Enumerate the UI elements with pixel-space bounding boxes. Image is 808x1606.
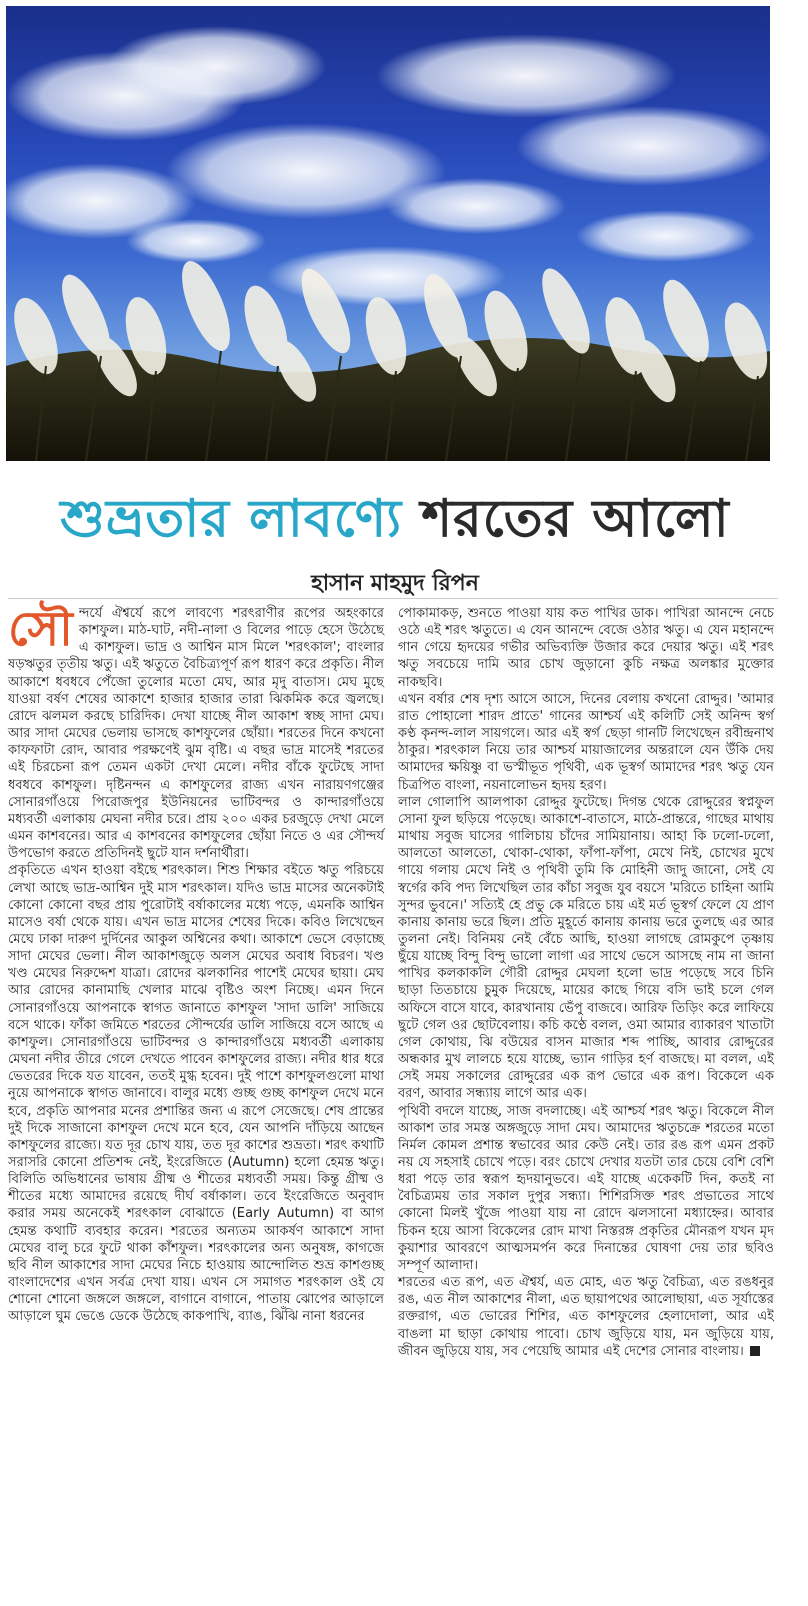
paragraph: পৃথিবী বদলে যাচ্ছে, সাজ বদলাচ্ছে। এই আশ্চর্য শরৎ ঋতু। বিকেলে নীল আকাশ তার সমস্ত অঙ্গজুড়ে সাদা মেঘ। আমাদের ঋতুচক্রে শরতের মতো নির্মল কোমল প্রশান্ত স্বভাবের আর কেউ নেই। তার রঙ রূপ এমন প্রকট নয় যে সহসাই চোখে পড়ে। বরং চোখে দেখার যতটা তার চেয়ে বেশি বেশি ধরা পড়ে তার স্বরূপ হৃদয়ানুভবে। এই যাচ্ছে একেকটি দিন, কতই না বৈচিত্র্যময় তার সকাল দুপুর সন্ধ্যা। শিশিরসিক্ত শরৎ প্রভাতের সাথে কোনো মিলই খুঁজে পাওয়া যায় না রোদে ঝলসানো মধ্যাহ্নের। আবার চিকন হয়ে আসা বিকেলের রোদ মাখা নিস্তরঙ্গ প্রকৃতির মৌনরূপ যখন মৃদ কুয়াশার আবরণে আত্মসমর্পন করে দিনান্তের ঘোষণা দেয় তার ছবিও সম্পূর্ণ আলাদা। xyxy=(398,1103,774,1273)
paragraph-final-text: শরতের এত রূপ, এত ঐশ্বর্য, এত মোহ, এত ঋতু বৈচিত্র্য, এত রঙধনুর রঙ, এত নীল আকাশের নীলা, এত ছায়াপথের আলোছায়া, এত সূর্যাস্তের রক্তরাগ, এত ভোরের শিশির, এত কাশফুলের হেলাদোলা, আর এই বাঙলা মা ছাড়া কোথায় পাবো। চোখ জুড়িয়ে যায়, মন জুড়িয়ে যায়, জীবন জুড়িয়ে যায়, সব পেয়েছি আমার এই দেশের সোনার বাংলায়। xyxy=(398,1275,774,1359)
headline-part-accent: শুভ্রতার লাবণ্যে xyxy=(60,489,403,549)
paragraph: এখন বর্ষার শেষ দৃশ্য আসে আসে, দিনের বেলায় কখনো রোদ্দুর। 'আমার রাত পোহালো শারদ প্রাতে' গানের আশ্চর্য এই কলিটি সেই অনিন্দ স্বর্গ কণ্ঠ কৃনন্দ-লাল সায়গলে। আর এই স্বর্গ ছেড়া গানটি লিখেছেন রবীন্দ্রনাথ ঠাকুর। শরৎকাল নিয়ে তার আশ্চর্য মায়াজালের অন্তরালে যেন উঁকি দেয় আমাদের ক্ষয়িষ্ণু বা ভস্মীভূত পৃথিবী, এক ভূস্বর্গ আমাদের শরৎ ঋতু যেন চিত্রপিত বাংলা, নয়নালোভন হৃদয় হরণ। xyxy=(398,691,774,793)
drop-cap: সৌ xyxy=(8,601,73,657)
paragraph: ন্দর্যে ঐশ্বর্যে রূপে লাবণ্যে শরৎরাণীর রূপের অহংকারে কাশফুল। মাঠ-ঘাট, নদী-নালা ও বিলের পাড়ে হেসে উঠেছে এ কাশফুল। ভাদ্র ও আশ্বিন মাস মিলে 'শরৎকাল'; বাংলার ষড়ঋতুর তৃতীয় ঋতু। এই ঋতুতে বৈচিত্র্যপূর্ণ রূপ ধারণ করে প্রকৃতি। নীল আকাশে ধবধবে পেঁজো তুলোর মতো মেঘ, আর মৃদু বাতাস। মেঘ মুছে যাওয়া বর্ষণ শেষের আকাশে হাজার হাজার তারা ঝিকমিক করে জ্বলছে। রোদে ঝলমল করছে চারিদিক। দেখা যাচ্ছে নীল আকাশ স্বচ্ছ সাদা মেঘ। আর সাদা মেঘের ভেলায় ভাসছে কাশফুলের ছোঁয়া। শরতের দিনে কখনো কাফফাটা রোদ, আবার পরক্ষণেই ঝুম বৃষ্টি। এ বছর ভাদ্র মাসেই শরতের এই চিরচেনা রূপ তেমন একটা দেখা মেলে। নদীর বাঁকে ফুটেছে সাদা ধবধবে কাশফুল। দৃষ্টিনন্দন এ কাশফুলের রাজ্য এখন নারায়ণগঞ্জের সোনারগাঁওয়ে পিরোজপুর ইউনিয়নের ভাটিবন্দর ও কান্দারগাঁওয়ে মধ্যবর্তী এলাকায় মেঘনা নদীর চরে। প্রায় ২০০ একর চরজুড়ে দেখা মেলে এমন কাশবনের। আর এ কাশবনের কাশফুলের ছোঁয়া নিতে ও এর সৌন্দর্য উপভোগ করতে প্রতিদিনই ছুটে যান দর্শনার্থীরা। xyxy=(8,606,384,862)
paragraph: পোকামাকড়, শুনতে পাওয়া যায় কত পাখির ডাক। পাখিরা আনন্দে নেচে ওঠে এই শরৎ ঋতুতে। এ যেন আনন্দে বেজে ওঠার ঋতু। এ যেন মহানন্দে গান গেয়ে হৃদয়ের গভীর অভিব্যক্তি উজার করে দেয়ার ঋতু। এই শরৎ ঋতু সবচেয়ে দামি আর চোখ জুড়ানো কুচি নক্ষত্র অলঙ্কার মুক্তোর নাকছবি। xyxy=(398,606,774,690)
paragraph-final xyxy=(398,1274,774,1360)
divider xyxy=(8,598,778,599)
sky-kashphul-illustration xyxy=(6,6,770,461)
article-headline xyxy=(0,478,790,565)
paragraph: লাল গোলাপি আলপাকা রোদ্দুর ফুটেছে। দিগন্ত থেকে রোদ্দুরের স্বপ্নফুল সোনা ফুল ছড়িয়ে পড়েছে। আকাশে-বাতাসে, মাঠে-প্রান্তরে, গাছের মাথায় মাথায় সবুজ ঘাসের গালিচায় চাঁদের সামিয়ানায়। আহা কি ঢলো-ঢলো, আলতো আলতো, থোকা-থোকা, ফাঁপা-ফাঁপা, মেখে নিই, চোখের মুখে গায়ে গলায় মেখে নিই ও পৃথিবী তুমি কি মোহিনী জাদু জানো, সেই যে স্বর্গের কবি পদ্য লিখেছিল তার কাঁচা সবুজ যুব বয়সে 'মরিতে চাহিনা আমি সুন্দর ভুবনে।' সত্যিই হে প্রভু কে মরিতে চায় এই মর্ত ভূস্বর্গ ফেলে যে প্রাণ কানায় কানায় ভরে ছিল। প্রতি মুহূর্তে কানায় কানায় ভরে তুলছে এর আর তুলনা নেই। বিনিময় নেই বেঁচে আছি, হাওয়া লাগছে রোমকুপে তৃষ্ণায় ছুঁয়ে যাচ্ছে বিন্দু বিন্দু ভালো লাগা এর সাথে ভেসে আসছে নাম না জানা পাখির কলকাকলি গৌরী রোদ্দুর মেঘলা হলো ভাদ্র পড়েছে সবে চিনি ছাড়া তিতচায়ে চুমুক দিয়েছে, মায়ের কাছে গিয়ে বসি ভাই চলে গেল অফিসে বাসে যাবে, কারখানায় ভেঁপু বাজবে। আরিফ তিড়িং করে লাফিয়ে ছুটে গেল ওর ছোটবেলায়। কচি কণ্ঠে বলল, ওমা আমার ব্যাকারণ খাতাটা গেল কোথায়, ঝি বউয়ের বাসন মাজার শব্দ পাচ্ছি, আবার রোদ্দুরের অন্ধকার মুখ লালচে হয়ে যাচ্ছে, ভ্যান গাড়ির হর্ণ বাজছে। মা বলল, এই সেই সময় সকালের রোদ্দুরের এক রূপ ভোরে এক রূপ। বিকেলে এক বরণ, আবার সন্ধ্যায় লাগে আর এক। xyxy=(398,794,774,1102)
article-column-right xyxy=(398,605,774,1360)
end-mark-icon xyxy=(750,1346,760,1356)
paragraph: প্রকৃতিতে এখন হাওয়া বইছে শরৎকাল। শিশু শিক্ষার বইতে ঋতু পরিচয়ে লেখা আছে ভাদ্র-আশ্বিন দুই মাস শরৎকাল। যদিও ভাদ্র মাসের অনেকটাই কোনো কোনো বছর প্রায় পুরোটাই বর্ষাকালের মধ্যে পড়ে, এমনকি আশ্বিন মাসেও বর্ষা থেকে যায়। এখন ভাদ্র মাসের শেষের দিকে। কবিও লিখেছেন মেঘে ঢাকা দারুণ দুর্দিনের আকুল অশ্বিনের কথা। আকাশে ভেসে বেড়াচ্ছে সাদা মেঘের ভেলা। নীল আকাশজুড়ে অলস মেঘের অবাধ বিচরণ। খণ্ড খণ্ড মেঘের নিরুদ্দেশ যাত্রা। রোদের ঝলকানির পাশেই মেঘের ছায়া। মেঘ আর রোদের কানামাছি খেলার মাঝে বৃষ্টিও অংশ নিচ্ছে। এমন দিনে সোনারগাঁওয়ে আপনাকে স্বাগত জানাতে কাশফুল 'সাদা ডালি' সাজিয়ে বসে থাকে। ফাঁকা জমিতে শরতের সৌন্দর্যের ডালি সাজিয়ে বসে আছে এ কাশফুল। সোনারগাঁওয়ে ভাটিবন্দর ও কান্দারগাঁওয়ে মধ্যবর্তী এলাকায় মেঘনা নদীর তীরে গেলে দেখতে পাবেন কাশফুলের রাজ্য। নদীর ধার ধরে ভেতরের দিকে যত যাবেন, ততই মুগ্ধ হবেন। দুই পাশে কাশফুলগুলো মাথা নুয়ে আপনাকে স্বাগত জানাবে। বালুর মধ্যে গুচ্ছ গুচ্ছ কাশফুল দেখে মনে হবে, প্রকৃতি আপনার মনের প্রশান্তির জন্য এ রূপে সেজেছে। শেষ প্রান্তের দুই দিকে সাজানো কাশফুল দেখে মনে হবে, যেন আপনি দাঁড়িয়ে আছেন কাশফুলের রাজ্যে। যত দূর চোখ যায়, তত দূর কাশের শুভ্রতা। শরৎ কথাটি সরাসরি কোনো প্রতিশব্দ নেই, ইংরেজিতে (Autumn) হলো হেমন্ত ঋতু। বিলিতি অভিধানের ভাষায় গ্রীষ্ম ও শীতের মধ্যবর্তী সময়। কিন্তু গ্রীষ্ম ও শীতের মধ্যে আমাদের রয়েছে দীর্ঘ বর্ষাকাল। তবে ইংরেজিতে অনুবাদ করার সময় অনেকেই শরৎকাল বোঝাতে (Early Autumn) বা আগ হেমন্ত কথাটি ব্যবহার করেন। শরতের অন্যতম আকর্ষণ আকাশে সাদা মেঘের বালু চরে ফুটে থাকা কাঁশফুল। শরৎকালের অন্য অনুষঙ্গ, কাগজে ছবি নীল আকাশের সাদা মেঘের নিচে হাওয়ায় আন্দোলিত শুভ্র কাশগুচ্ছ বাংলাদেশের এখন সর্বত্র দেখা যায়। এখন সে সমাগত শরৎকাল ওই যে শোনো শোনো জঙ্গলে জঙ্গলে, বাগানে বাগানে, পাতায় ঝোপের আড়ালে আড়ালে ঘুম ভেঙে ডেকে উঠেছে কাকপাখি, ব্যাঙ, ঝিঁঝি নানা ধরনের xyxy=(8,863,384,1325)
headline-part-dark: শরতের আলো xyxy=(421,489,730,549)
author-byline: হাসান মাহমুদ রিপন xyxy=(311,571,479,596)
article-column-left xyxy=(8,601,384,1326)
hero-photo-sky-kashphul xyxy=(6,6,770,461)
